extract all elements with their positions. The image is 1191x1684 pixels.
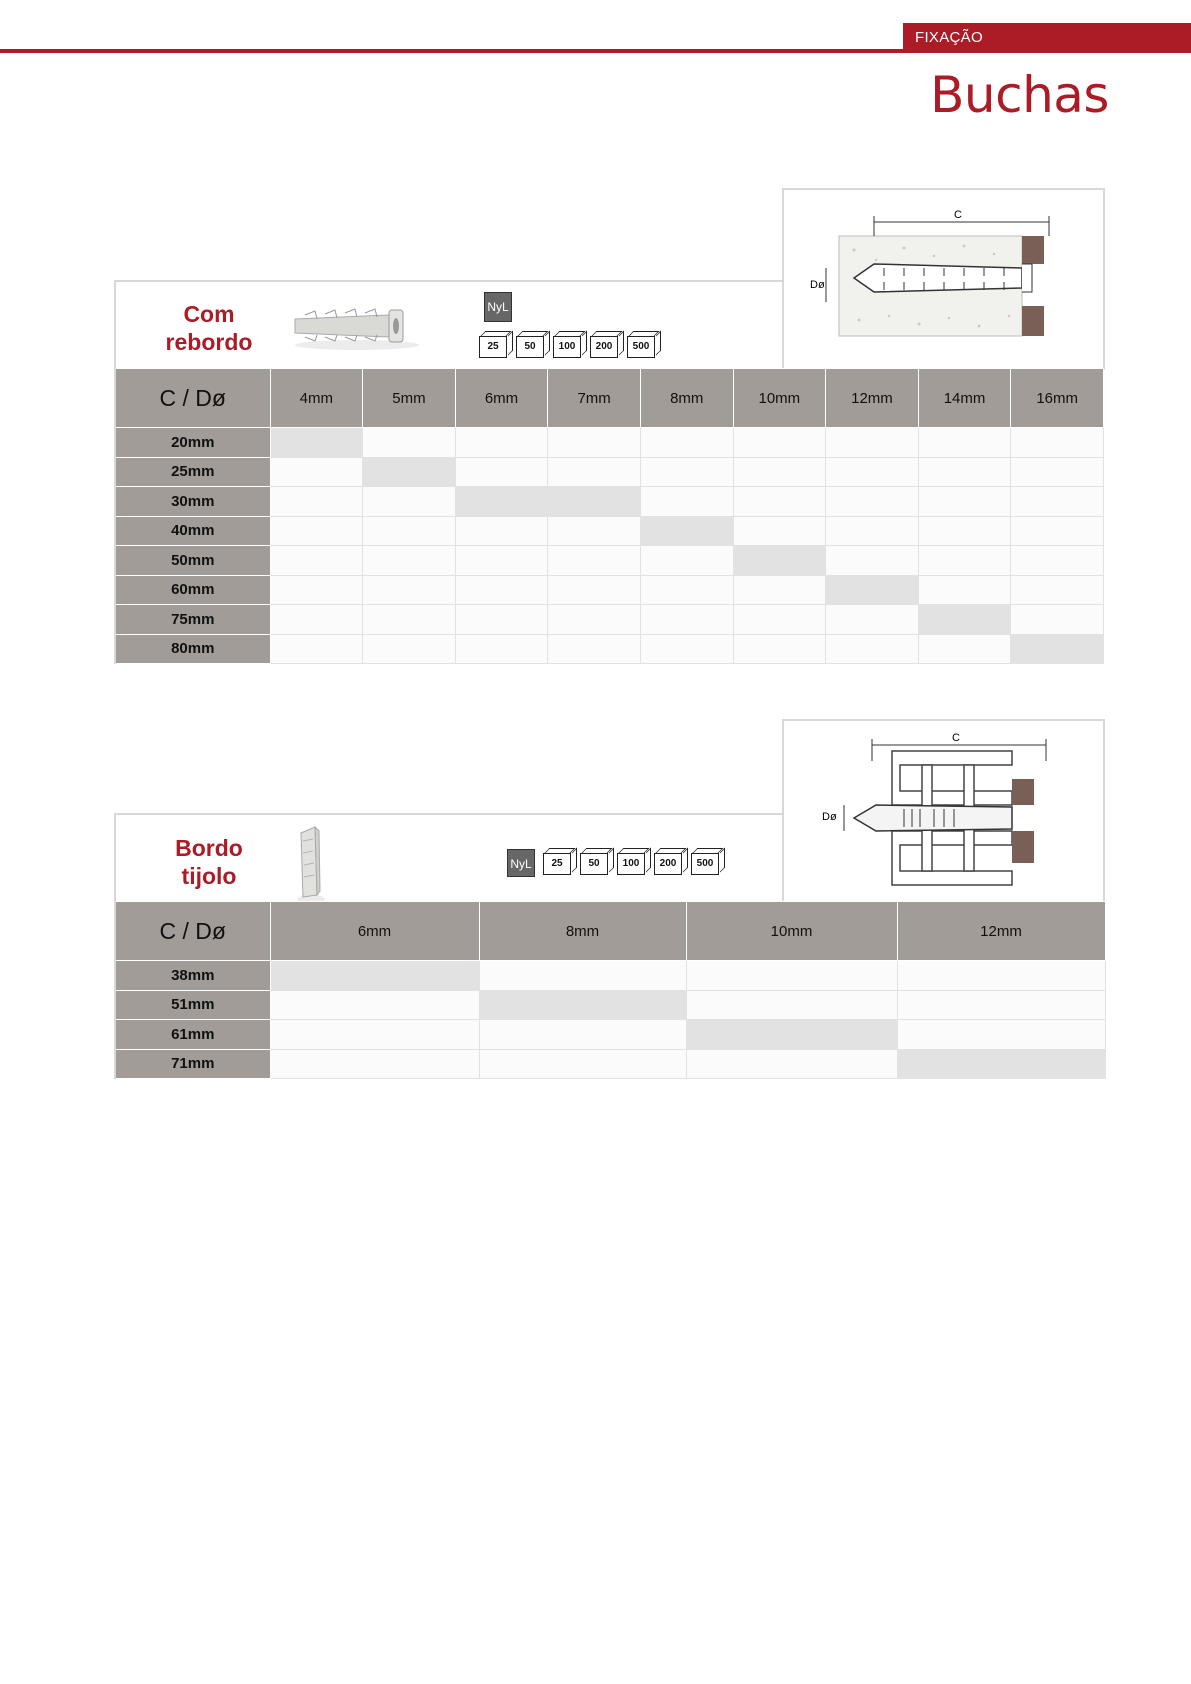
empty-cell [363,575,456,605]
available-cell [733,546,826,576]
empty-cell [826,546,919,576]
empty-cell [918,516,1011,546]
available-cell [270,961,479,991]
pack-size-500: 500 [691,853,719,875]
corner-label: C / Dø [115,369,270,428]
product-name-line1: Bordo [175,835,243,861]
available-cell [826,575,919,605]
product-name [134,300,284,356]
table-row [115,457,1104,487]
pack-size-500: 500 [627,336,655,358]
column-header: 16mm [1011,369,1104,428]
column-header: 14mm [918,369,1011,428]
empty-cell [733,634,826,664]
empty-cell [548,457,641,487]
column-header: 5mm [363,369,456,428]
empty-cell [918,428,1011,458]
empty-cell [640,428,733,458]
empty-cell [455,516,548,546]
empty-cell [548,575,641,605]
row-header: 61mm [115,1020,270,1050]
empty-cell [363,546,456,576]
empty-cell [1011,575,1104,605]
column-header: 8mm [640,369,733,428]
empty-cell [270,457,363,487]
table-row [115,990,1105,1020]
pack-size-100: 100 [553,336,581,358]
empty-cell [686,1049,897,1079]
product-image [289,305,424,353]
diagram-length-label: C [954,209,962,221]
column-header: 4mm [270,369,363,428]
empty-cell [270,487,363,517]
empty-cell [479,1049,686,1079]
size-table-body [115,961,1105,1079]
empty-cell [270,634,363,664]
table-row [115,487,1104,517]
cross-section-drawing [784,721,1103,901]
empty-cell [270,546,363,576]
empty-cell [733,428,826,458]
empty-cell [270,575,363,605]
empty-cell [455,457,548,487]
pack-size-25: 25 [479,336,507,358]
pack-size-25: 25 [543,853,571,875]
empty-cell [826,428,919,458]
column-header: 12mm [897,902,1105,961]
header-rule [0,49,1191,53]
column-header: 10mm [686,902,897,961]
empty-cell [918,634,1011,664]
empty-cell [826,487,919,517]
pack-size-200: 200 [654,853,682,875]
available-cell [686,1020,897,1050]
empty-cell [455,605,548,635]
empty-cell [733,457,826,487]
empty-cell [548,516,641,546]
row-header: 75mm [115,605,270,635]
empty-cell [918,487,1011,517]
product-name-line2: tijolo [181,863,237,889]
empty-cell [640,546,733,576]
diagram-length-label: C [952,732,960,744]
row-header: 50mm [115,546,270,576]
corner-label: C / Dø [115,902,270,961]
empty-cell [1011,516,1104,546]
size-table [114,901,1106,1079]
empty-cell [640,457,733,487]
column-header: 10mm [733,369,826,428]
empty-cell [733,516,826,546]
empty-cell [1011,428,1104,458]
empty-cell [918,575,1011,605]
empty-cell [455,428,548,458]
empty-cell [363,634,456,664]
empty-cell [826,516,919,546]
table-row [115,605,1104,635]
column-header: 12mm [826,369,919,428]
size-table [114,368,1104,664]
pack-size-100: 100 [617,853,645,875]
empty-cell [270,990,479,1020]
available-cell [548,487,641,517]
row-header: 20mm [115,428,270,458]
empty-cell [455,634,548,664]
empty-cell [918,457,1011,487]
pack-size-50: 50 [516,336,544,358]
pack-size-200: 200 [590,336,618,358]
column-header: 6mm [455,369,548,428]
row-header: 80mm [115,634,270,664]
row-header: 38mm [115,961,270,991]
empty-cell [270,1049,479,1079]
table-row [115,428,1104,458]
empty-cell [270,1020,479,1050]
diagram-diameter-label: Dø [822,811,837,823]
product-name-line1: Com [183,301,235,327]
page-title: Buchas [930,66,1109,124]
section-com-rebordo [114,188,1104,668]
technical-diagram [782,719,1105,903]
empty-cell [733,575,826,605]
empty-cell [548,428,641,458]
empty-cell [363,605,456,635]
empty-cell [826,605,919,635]
empty-cell [733,605,826,635]
empty-cell [479,1020,686,1050]
pack-size-50: 50 [580,853,608,875]
available-cell [918,605,1011,635]
row-header: 40mm [115,516,270,546]
empty-cell [455,546,548,576]
table-row [115,516,1104,546]
empty-cell [918,546,1011,576]
empty-cell [363,516,456,546]
available-cell [640,516,733,546]
empty-cell [548,605,641,635]
available-cell [363,457,456,487]
table-row [115,1020,1105,1050]
section-bordo-tijolo [114,721,1104,1081]
pack-sizes [479,336,655,358]
product-name [134,834,284,890]
material-tag: NyL [507,849,535,877]
empty-cell [1011,605,1104,635]
column-header: 6mm [270,902,479,961]
empty-cell [733,487,826,517]
empty-cell [479,961,686,991]
available-cell [270,428,363,458]
table-row [115,1049,1105,1079]
empty-cell [363,487,456,517]
empty-cell [897,961,1105,991]
empty-cell [1011,457,1104,487]
empty-cell [640,575,733,605]
empty-cell [640,634,733,664]
row-header: 51mm [115,990,270,1020]
material-tag: NyL [484,292,512,322]
empty-cell [548,546,641,576]
row-header: 60mm [115,575,270,605]
table-row [115,575,1104,605]
empty-cell [363,428,456,458]
category-tab: FIXAÇÃO [903,23,1191,53]
empty-cell [1011,487,1104,517]
empty-cell [548,634,641,664]
empty-cell [686,961,897,991]
empty-cell [1011,546,1104,576]
available-cell [455,487,548,517]
row-header: 25mm [115,457,270,487]
empty-cell [455,575,548,605]
empty-cell [640,605,733,635]
row-header: 30mm [115,487,270,517]
column-header: 7mm [548,369,641,428]
available-cell [1011,634,1104,664]
empty-cell [897,990,1105,1020]
empty-cell [270,605,363,635]
empty-cell [270,516,363,546]
product-name-line2: rebordo [165,329,253,355]
available-cell [479,990,686,1020]
available-cell [897,1049,1105,1079]
empty-cell [826,634,919,664]
row-header: 71mm [115,1049,270,1079]
size-table-body [115,428,1104,664]
technical-diagram [782,188,1105,370]
product-image [289,825,329,905]
table-row [115,634,1104,664]
empty-cell [640,487,733,517]
table-row [115,546,1104,576]
diagram-diameter-label: Dø [810,279,825,291]
pack-sizes [543,853,719,875]
cross-section-drawing [784,190,1103,368]
table-row [115,961,1105,991]
column-header: 8mm [479,902,686,961]
empty-cell [686,990,897,1020]
empty-cell [897,1020,1105,1050]
empty-cell [826,457,919,487]
